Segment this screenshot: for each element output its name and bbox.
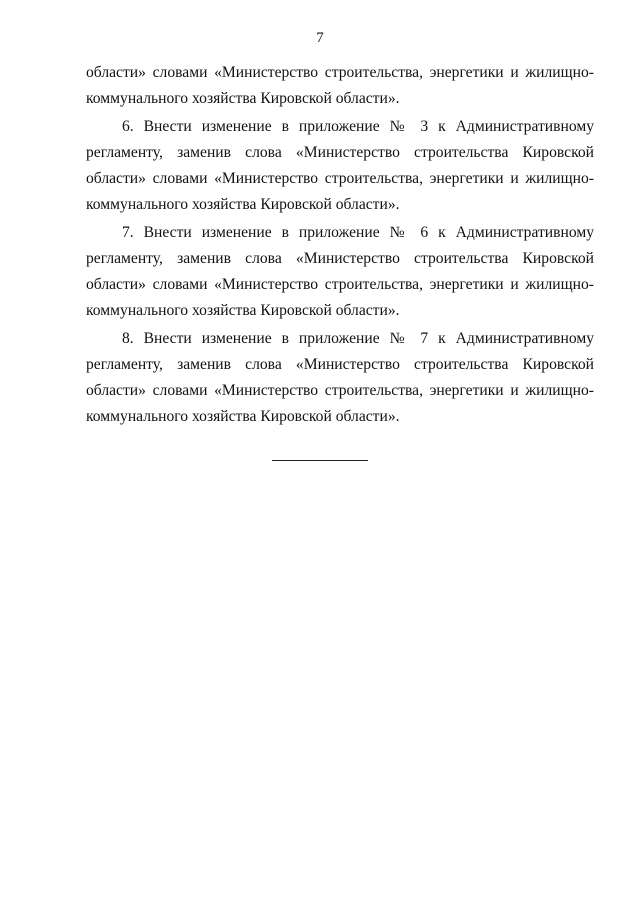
text-line: 6. Внести изменение в приложение № 3 к Административному [122,118,594,135]
document-body [86,60,594,432]
paragraph-item-7 [86,220,594,324]
text-line: области» словами «Министерство строительства, энергетики и жилищно- [86,276,594,293]
page-number: 7 [316,30,324,46]
text-line: регламенту, заменив слова «Министерство строительства Кировской [86,250,594,267]
end-separator-line [272,460,368,461]
text-line: области» словами «Министерство строительства, энергетики и жилищно- [86,64,594,81]
text-line: регламенту, заменив слова «Министерство строительства Кировской [86,144,594,161]
text-line: коммунального хозяйства Кировской области». [86,408,400,425]
text-line: области» словами «Министерство строительства, энергетики и жилищно- [86,170,594,187]
text-line: коммунального хозяйства Кировской области». [86,90,400,107]
text-line: коммунального хозяйства Кировской области». [86,196,400,213]
text-line: регламенту, заменив слова «Министерство строительства Кировской [86,356,594,373]
paragraph-item-6 [86,114,594,218]
text-line: 8. Внести изменение в приложение № 7 к Административному [122,330,594,347]
text-line: 7. Внести изменение в приложение № 6 к Административному [122,224,594,241]
text-line: коммунального хозяйства Кировской области». [86,302,400,319]
paragraph-item-8 [86,326,594,430]
paragraph-continuation [86,60,594,112]
text-line: области» словами «Министерство строительства, энергетики и жилищно- [86,382,594,399]
